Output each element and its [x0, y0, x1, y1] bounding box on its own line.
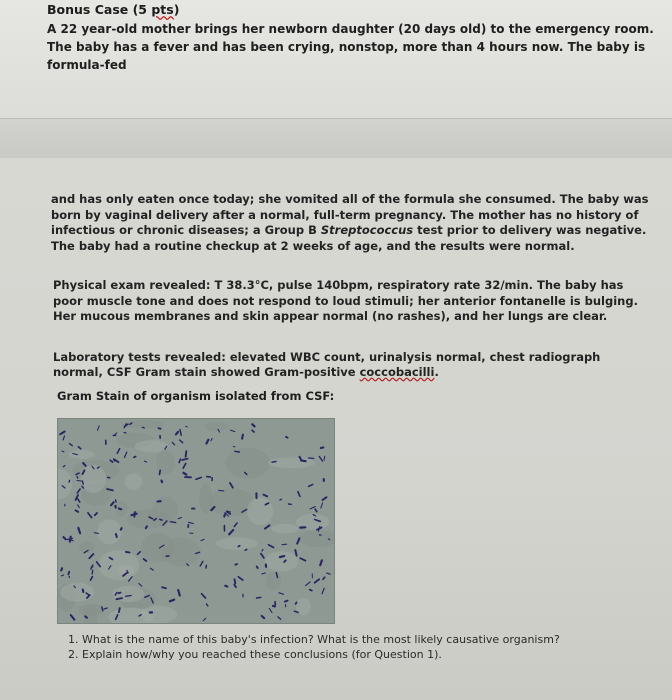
- bacterium: [89, 554, 93, 558]
- bacterium: [142, 427, 144, 428]
- bacterium: [257, 567, 258, 569]
- bacterium: [71, 615, 75, 620]
- bacterium: [70, 537, 71, 542]
- bacterium: [295, 550, 296, 556]
- bacterium: [171, 522, 176, 523]
- streptococcus-italic: Streptococcus: [320, 223, 414, 237]
- stain-background-patch: [268, 458, 315, 469]
- bacterium: [178, 518, 182, 519]
- case-history-paragraph: and has only eaten once today; she vomited all of the formula she consumed. The baby was born by vaginal delivery after a normal, full-term pregnancy. The mother has no history of infectious or chronic diseases; a Group B Streptococcus test prior to delivery was negative. The baby had a routine checkup at 2 weeks of age, and the results were normal.: [51, 192, 649, 253]
- bacterium: [98, 426, 100, 431]
- bacterium: [68, 572, 69, 575]
- coccobacilli-word: coccobacilli: [359, 365, 435, 379]
- bacterium: [320, 560, 322, 565]
- bacterium: [124, 433, 126, 434]
- bacterium: [78, 447, 80, 449]
- bacterium: [119, 509, 122, 510]
- bacterium: [235, 579, 236, 583]
- bacterium: [310, 590, 312, 591]
- bacterium: [180, 430, 181, 436]
- bacterium: [315, 579, 320, 582]
- bacterium: [179, 459, 180, 463]
- bacterium: [278, 617, 281, 619]
- bacterium: [78, 505, 80, 508]
- bacterium: [252, 430, 254, 432]
- bacterium: [310, 507, 315, 509]
- bacterium: [272, 462, 276, 463]
- bacterium: [203, 618, 206, 621]
- bacterium: [285, 601, 288, 602]
- bacterium: [69, 576, 70, 577]
- bacterium: [176, 432, 178, 435]
- bacterium: [70, 444, 73, 446]
- bacterium: [269, 545, 274, 548]
- bacterium: [88, 513, 92, 518]
- bacterium: [126, 552, 130, 553]
- stain-background-patch: [69, 450, 95, 459]
- bacterium: [321, 448, 324, 449]
- bacterium: [82, 481, 83, 484]
- bacterium: [261, 554, 264, 558]
- bacterium: [324, 456, 325, 460]
- bacterium: [262, 573, 266, 574]
- bacterium: [233, 446, 235, 447]
- bacterium: [118, 593, 120, 594]
- stain-background-patch: [135, 440, 169, 452]
- stain-background-patch: [247, 497, 273, 525]
- stain-background-patch: [162, 538, 201, 567]
- bacterium: [91, 577, 93, 580]
- bacterium: [159, 428, 161, 429]
- bacterium: [92, 570, 93, 574]
- bacterium: [300, 457, 301, 459]
- figure-title: Gram Stain of organism isolated from CSF:: [57, 389, 335, 403]
- bacterium: [273, 606, 275, 607]
- bacterium: [94, 533, 98, 534]
- bacterium: [282, 544, 287, 545]
- bacterium: [111, 502, 114, 505]
- stain-background-patch: [204, 422, 229, 431]
- bacterium: [225, 586, 227, 587]
- bacterium: [78, 528, 80, 533]
- bacterium: [257, 597, 261, 598]
- bacterium: [219, 490, 224, 491]
- bacterium: [144, 461, 146, 462]
- stain-background-patch: [58, 469, 72, 500]
- physical-exam-paragraph: Physical exam revealed: T 38.3°C, pulse 140bpm, respiratory rate 32/min. The baby has poor muscle tone and does not respond to loud stimuli; her anterior fontanelle is bulging. Her mucous membranes and skin appear normal (no rashes), and her lungs are clear.: [53, 278, 638, 323]
- bacterium: [110, 460, 112, 462]
- title-pts: pts: [151, 2, 174, 17]
- stain-background-patch: [225, 448, 270, 479]
- stain-background-patch: [266, 572, 281, 591]
- bacterium: [64, 537, 66, 539]
- bacterium: [182, 459, 188, 460]
- bacterium: [139, 584, 142, 587]
- bacterium: [160, 519, 162, 520]
- bacterium: [114, 459, 119, 462]
- bacterium: [150, 568, 153, 570]
- bacterium: [76, 510, 79, 512]
- bacterium: [62, 451, 64, 452]
- bacterium: [172, 442, 174, 445]
- bacterium: [234, 523, 237, 527]
- bacterium: [95, 513, 97, 515]
- stain-background-patch: [216, 537, 258, 549]
- bacterium: [200, 561, 203, 566]
- bacterium: [245, 549, 247, 550]
- bacterium: [265, 525, 269, 528]
- lab-tests-paragraph: Laboratory tests revealed: elevated WBC count, urinalysis normal, chest radiograph normal, CSF Gram stain showed Gram-positive coccobacilli.: [53, 350, 601, 379]
- bacterium: [323, 497, 327, 500]
- stain-background-patch: [265, 551, 298, 571]
- bacterium: [186, 426, 188, 427]
- bacterium: [77, 477, 78, 479]
- bacterium: [322, 588, 324, 594]
- bacterium: [69, 480, 70, 482]
- bacterium: [230, 483, 233, 488]
- bacterium: [186, 451, 187, 457]
- page-top-section: [0, 0, 672, 118]
- bacterium: [146, 526, 147, 528]
- bacterium: [323, 577, 325, 579]
- bacterium: [170, 600, 174, 602]
- bacterium: [284, 560, 286, 562]
- bacterium: [309, 484, 313, 486]
- questions-list: [68, 632, 648, 662]
- bacterium: [206, 440, 208, 444]
- page-break: [0, 118, 672, 159]
- bacterium: [262, 550, 263, 551]
- bacterium: [132, 514, 137, 515]
- bacterium: [229, 530, 233, 534]
- bacterium: [183, 464, 186, 469]
- bacterium: [61, 568, 62, 570]
- bacterium: [224, 515, 225, 517]
- bacterium: [298, 492, 300, 497]
- bacterium: [238, 577, 243, 580]
- bacterium: [104, 608, 107, 609]
- gram-stain-micrograph: [58, 419, 334, 623]
- bacterium: [63, 436, 64, 440]
- bacterium: [83, 590, 84, 592]
- bacterium: [98, 467, 100, 468]
- question-1: 1. What is the name of this baby's infection? What is the most likely causative organism?: [68, 633, 560, 646]
- bacterium: [126, 596, 131, 597]
- bacterium: [178, 590, 180, 596]
- bacterium: [306, 582, 311, 586]
- stain-background-patch: [60, 583, 94, 602]
- stain-background-patch: [97, 519, 122, 544]
- case-title: Bonus Case (5 pts): [47, 2, 180, 17]
- bacterium: [162, 587, 166, 588]
- stain-background-patch: [125, 474, 143, 490]
- bacterium: [116, 534, 117, 537]
- bacterium: [77, 489, 80, 493]
- bacterium: [280, 499, 282, 500]
- bacterium: [321, 503, 323, 508]
- bacterium: [206, 604, 208, 606]
- bacterium: [202, 594, 206, 598]
- bacterium: [121, 528, 122, 530]
- bacterium: [189, 522, 194, 523]
- bacterium: [160, 470, 161, 474]
- bacterium: [286, 437, 288, 438]
- bacterium: [279, 593, 283, 594]
- bacterium: [300, 558, 305, 561]
- bacterium: [77, 481, 81, 482]
- bacterium: [117, 598, 123, 599]
- bacterium: [296, 603, 297, 604]
- bacterium: [231, 430, 235, 432]
- bacterium: [211, 439, 212, 441]
- bacterium: [78, 499, 80, 502]
- bacterium: [252, 424, 254, 426]
- bacterium: [130, 423, 132, 424]
- bacterium: [301, 460, 306, 461]
- bacterium: [125, 452, 127, 457]
- bacterium: [196, 477, 201, 479]
- bacterium: [85, 616, 87, 617]
- bacterium: [102, 607, 103, 611]
- bacterium: [269, 608, 272, 612]
- bacterium: [327, 573, 331, 574]
- stain-background-patch: [81, 465, 106, 493]
- bacterium: [60, 432, 65, 435]
- bacterium: [315, 509, 317, 512]
- bacterium: [180, 440, 183, 443]
- bacterium: [144, 559, 147, 561]
- gram-stain-image: [57, 418, 335, 624]
- bacterium: [201, 539, 204, 540]
- stain-background-patch: [156, 450, 175, 475]
- bacterium: [280, 556, 284, 557]
- bacterium: [242, 435, 243, 439]
- bacterium: [61, 575, 63, 576]
- stain-background-patch: [98, 550, 139, 580]
- bacterium: [238, 546, 239, 547]
- bacterium: [235, 451, 240, 452]
- bacterium: [234, 585, 236, 588]
- bacterium: [117, 449, 120, 454]
- bacterium: [134, 457, 136, 458]
- stain-background-patch: [272, 524, 299, 534]
- bacterium: [319, 457, 322, 462]
- bacterium: [264, 495, 268, 497]
- bacterium: [63, 466, 65, 467]
- bacterium: [184, 473, 187, 475]
- bacterium: [262, 616, 265, 618]
- bacterium: [119, 608, 120, 612]
- bacterium: [162, 481, 163, 483]
- question-2: 2. Explain how/why you reached these conclusions (for Question 1).: [68, 648, 442, 661]
- case-intro: A 22 year-old mother brings her newborn daughter (20 days old) to the emergency room. The baby has a fever and has been crying, nonstop, more than 4 hours now. The baby is formula-fed: [47, 22, 654, 72]
- bacterium: [138, 552, 141, 555]
